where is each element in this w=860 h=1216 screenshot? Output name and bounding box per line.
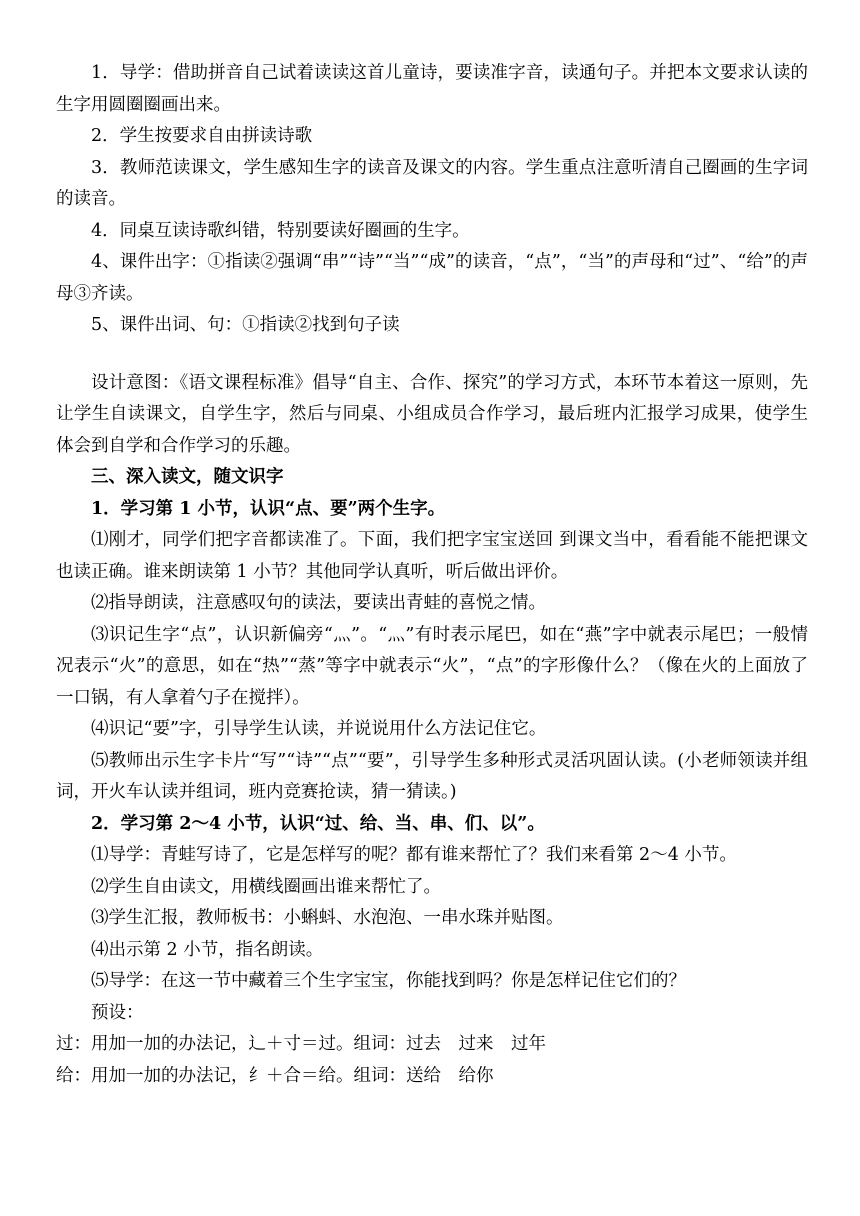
- part1-item: ⑶识记生字“点”，认识新偏旁“灬”。“灬”有时表示尾巴，如在“燕”字中就表示尾巴；一般情况表示“火”的意思，如在“热”“蒸”等字中就表示“火”，“点”的字形像什么？（像在火的上面放了一口锅，有人拿着勺子在搅拌）。: [56, 624, 808, 708]
- paragraph-guide-reading: 1．导学：借助拼音自己试着读读这首儿童诗，要读准字音，读通句子。并把本文要求认读的生字用圆圈圈画出来。: [56, 63, 808, 115]
- section-heading: 三、深入读文，随文识字: [91, 467, 284, 487]
- part2-item: ⑶学生汇报，教师板书：小蝌蚪、水泡泡、一串水珠并贴图。: [91, 908, 564, 928]
- paragraph-free-reading: 2．学生按要求自由拼读诗歌: [91, 126, 313, 146]
- paragraph-courseware-characters: 4、课件出字：①指读②强调“串”“诗”“当”“成”的读音，“点”，“当”的声母和“过”、“给”的声母③齐读。: [56, 252, 808, 304]
- preset-label: 预设：: [91, 1002, 144, 1023]
- part2-heading: 2．学习第 2～4 小节，认识“过、给、当、串、们、以”。: [91, 813, 545, 834]
- part2-item: ⑸导学：在这一节中藏着三个生字宝宝，你能找到吗？你是怎样记住它们的？: [91, 971, 686, 991]
- part1-item: ⑵指导朗读，注意感叹句的读法，要读出青蛙的喜悦之情。: [91, 593, 546, 613]
- document-page: [56, 58, 808, 1092]
- paragraph-peer-reading: 4．同桌互读诗歌纠错，特别要读好圈画的生字。: [91, 220, 470, 241]
- paragraph-courseware-words: 5、课件出词、句：①指读②找到句子读: [91, 315, 400, 335]
- part2-item: ⑴导学：青蛙写诗了，它是怎样写的呢？都有谁来帮忙了？我们来看第 2～4 小节。: [91, 845, 737, 865]
- part2-item: ⑷出示第 2 小节，指名朗读。: [91, 939, 324, 960]
- part1-item: ⑴刚才，同学们把字音都读准了。下面，我们把字宝宝送回 到课文当中，看看能不能把课文也读正确。谁来朗读第 1 小节？其他同学认真听，听后做出评价。: [56, 530, 808, 582]
- part2-item: ⑵学生自由读文，用横线圈画出谁来帮忙了。: [91, 876, 441, 897]
- paragraph-design-intent: 设计意图：《语文课程标准》倡导“自主、合作、探究”的学习方式，本环节本着这一原则，先让学生自读课文，自学生字，然后与同桌、小组成员合作学习，最后班内汇报学习成果，使学生体会到自学和合作学习的乐趣。: [56, 372, 808, 456]
- paragraph-teacher-reading: 3．教师范读课文，学生感知生字的读音及课文的内容。学生重点注意听清自己圈画的生字词的读音。: [56, 157, 808, 209]
- preset-line-guo: 过：用加一加的办法记，辶＋寸＝过。组词：过去 过来 过年: [56, 1034, 546, 1054]
- part1-item: ⑷识记“要”字，引导学生认读，并说说用什么方法记住它。: [91, 719, 547, 739]
- part1-heading: 1．学习第 1 小节，认识“点、要”两个生字。: [91, 498, 446, 519]
- blank-line: [56, 342, 808, 368]
- preset-line-gei: 给：用加一加的办法记，纟＋合＝给。组词：送给 给你: [56, 1065, 494, 1086]
- part1-item: ⑸教师出示生字卡片“写”“诗”“点”“要”，引导学生多种形式灵活巩固认读。(小老师领读并组词，开火车认读并组词，班内竞赛抢读，猜一猜读。): [56, 750, 808, 802]
